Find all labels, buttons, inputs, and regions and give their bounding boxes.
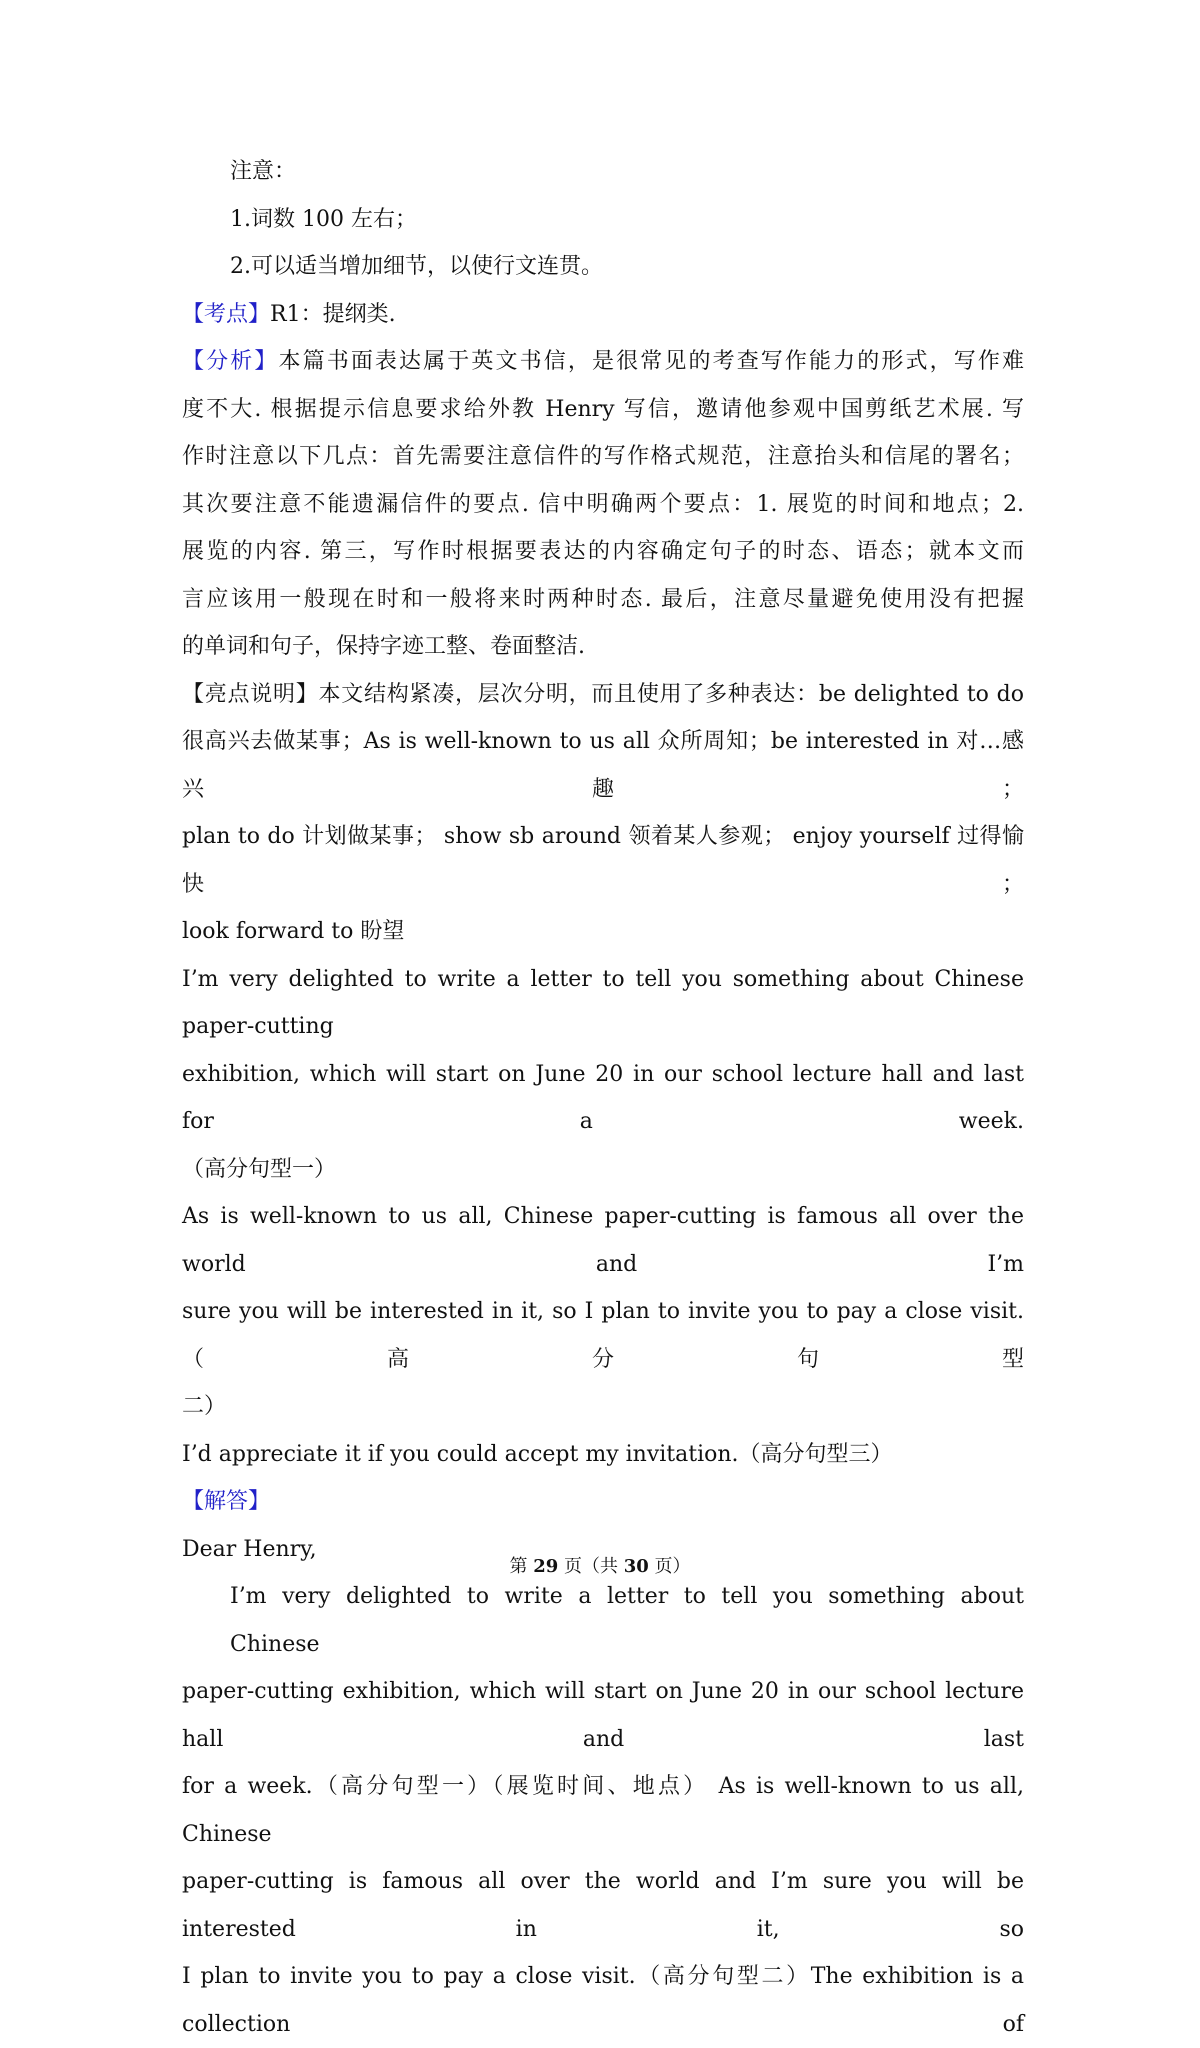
- sentence-line: 二）: [182, 1394, 227, 1419]
- letter-line: paper-cutting exhibition, which will start on June 20 in our school lecture hall and last: [182, 1679, 1024, 1752]
- letter-line: for a week.（高分句型一）（展览时间、地点） As is well-known to us all, Chinese: [182, 1774, 1024, 1847]
- letter-line: I’m very delighted to write a letter to tell you something about Chinese: [230, 1584, 1024, 1657]
- sentence-3: I’d appreciate it if you could accept my invitation.（高分句型三）: [182, 1441, 893, 1467]
- letter-line: I plan to invite you to pay a close visit.（高分句型二）The exhibition is a collection of: [182, 1964, 1024, 2037]
- page-number: 29: [533, 1556, 559, 1577]
- fenxi-line: 其次要注意不能遗漏信件的要点. 信中明确两个要点：1. 展览的时间和地点；2.: [182, 491, 1024, 517]
- notes-item-1: 1.词数 100 左右；: [230, 206, 417, 232]
- sentence-line: As is well-known to us all, Chinese paper-cutting is famous all over the world and I’m: [182, 1204, 1024, 1277]
- fenxi-line: 度不大. 根据提示信息要求给外教 Henry 写信，邀请他参观中国剪纸艺术展. 写: [182, 396, 1024, 422]
- fenxi-label: 【分析】: [182, 349, 279, 374]
- liangdian-label: 【亮点说明】: [182, 681, 319, 707]
- liangdian-line: plan to do 计划做某事； show sb around 领着某人参观； enjoy yourself 过得愉快；: [182, 824, 1024, 897]
- jieda-label: 【解答】: [182, 1489, 271, 1514]
- sentence-line: sure you will be interested in it, so I plan to invite you to pay a close visit.（高分句型: [182, 1299, 1024, 1372]
- kaodian-section: [182, 291, 1024, 339]
- liangdian-line: look forward to 盼望: [182, 919, 405, 944]
- liangdian-line: 很高兴去做某事；As is well-known to us all 众所周知；be interested in 对…感兴趣；: [182, 729, 1024, 802]
- fenxi-line: 作时注意以下几点：首先需要注意信件的写作格式规范，注意抬头和信尾的署名；: [182, 444, 1024, 469]
- sentence-1: [182, 956, 1024, 1194]
- sentence-line: exhibition, which will start on June 20 in our school lecture hall and last for a week.: [182, 1061, 1024, 1134]
- fenxi-line: 【分析】本篇书面表达属于英文书信，是很常见的考查写作能力的形式，写作难: [182, 349, 1024, 374]
- total-pages: 30: [623, 1556, 649, 1577]
- kaodian-label: 【考点】: [182, 301, 271, 327]
- page-content: [182, 148, 1024, 2048]
- fenxi-line: 展览的内容. 第三，写作时根据要表达的内容确定句子的时态、语态；就本文而: [182, 539, 1024, 564]
- letter-body: [182, 1573, 1024, 2048]
- kaodian-text: R1：提纲类.: [270, 301, 396, 327]
- liangdian-section: [182, 671, 1024, 956]
- letter-line: paper-cutting is famous all over the world and I’m sure you will be interested in it, so: [182, 1869, 1024, 1942]
- sentence-line: I’m very delighted to write a letter to tell you something about Chinese paper-cutting: [182, 966, 1024, 1039]
- fenxi-section: [182, 338, 1024, 671]
- sentence-2: [182, 1193, 1024, 1431]
- liangdian-line: 【亮点说明】本文结构紧凑，层次分明，而且使用了多种表达：be delighted to do: [182, 681, 1024, 707]
- page-footer: 第 29 页（共 30 页）: [509, 1556, 691, 1577]
- letter-greeting: Dear Henry,: [182, 1536, 317, 1562]
- notes-title: 注意：: [230, 159, 297, 184]
- sentence-line: （高分句型一）: [182, 1156, 337, 1182]
- notes-item-2: 2.可以适当增加细节，以使行文连贯。: [230, 254, 603, 279]
- fenxi-line: 的单词和句子，保持字迹工整、卷面整洁.: [182, 634, 585, 659]
- fenxi-line: 言应该用一般现在时和一般将来时两种时态. 最后，注意尽量避免使用没有把握: [182, 586, 1024, 612]
